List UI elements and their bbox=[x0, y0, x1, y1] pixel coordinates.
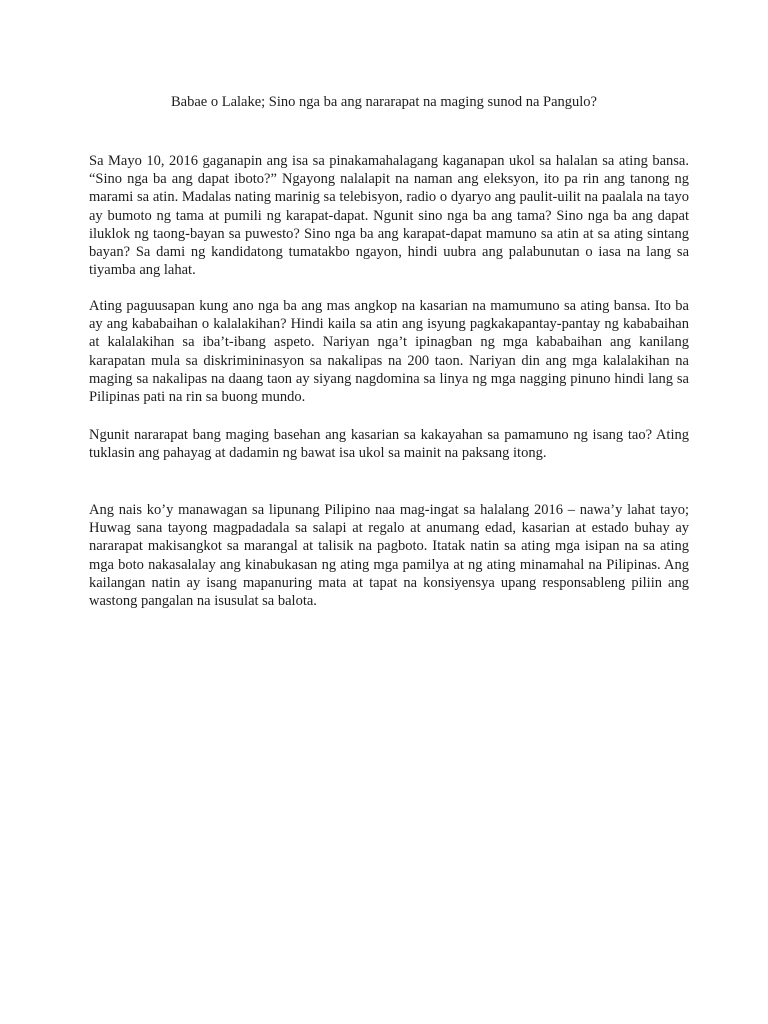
paragraph-1: Sa Mayo 10, 2016 gaganapin ang isa sa pinakamahalagang kaganapan ukol sa halalan sa ating bansa. “Sino nga ba ang dapat iboto?” Ngayong nalalapit na naman ang eleksyon, ito pa rin ang tanong ng marami sa atin. Madalas nating marinig sa telebisyon, radio o dyaryo ang paulit-uilit na paalala na tayo ay bumoto ng tama at pumili ng karapat-dapat. Ngunit sino nga ba ang tama? Sino nga ba ang dapat iluklok ng taong-bayan sa puwesto? Sino nga ba ang karapat-dapat mamuno sa atin at sa ating sintang bayan? Sa dami ng kandidatong tumatakbo ngayon, hindi uubra ang palabunutan o iasa na lang sa tiyamba ang lahat. bbox=[89, 153, 689, 279]
paragraph-4: Ang nais ko’y manawagan sa lipunang Pilipino naa mag-ingat sa halalang 2016 – nawa’y lahat tayo; Huwag sana tayong magpadadala sa salapi at regalo at anumang edad, kasarian at estado buhay ay nararapat makisangkot sa marangal at talisik na pagboto. Itatak natin sa ating mga isipan na sa ating mga boto nakasalalay ang kinabukasan ng ating mga pamilya at ng ating minamahal na Pilipinas. Ang kailangan natin ay isang mapanuring mata at tapat na konsiyensya upang responsableng piliin ang wastong pangalan na isusulat sa balota. bbox=[89, 502, 689, 610]
paragraph-3: Ngunit nararapat bang maging basehan ang kasarian sa kakayahan sa pamamuno ng isang tao? Ating tuklasin ang pahayag at dadamin ng bawat isa ukol sa mainit na paksang itong. bbox=[89, 427, 689, 462]
paragraph-2: Ating paguusapan kung ano nga ba ang mas angkop na kasarian na mamumuno sa ating bansa. Ito ba ay ang kababaihan o kalalakihan? Hindi kaila sa atin ang isyung pagkakapantay-pantay ng kababaihan at kalalakihan sa iba’t-ibang aspeto. Nariyan nga’t ipinagban ng mga kababaihan ang kanilang karapatan mula sa diskrimininasyon sa nakalipas na 200 taon. Nariyan din ang mga kalalakihan na maging sa nakalipas na daang taon ay siyang nagdomina sa linya ng mga nagging pinuno hindi lang sa Pilipinas pati na rin sa buong mundo. bbox=[89, 298, 689, 406]
document-title: Babae o Lalake; Sino nga ba ang nararapat na maging sunod na Pangulo? bbox=[170, 94, 597, 110]
